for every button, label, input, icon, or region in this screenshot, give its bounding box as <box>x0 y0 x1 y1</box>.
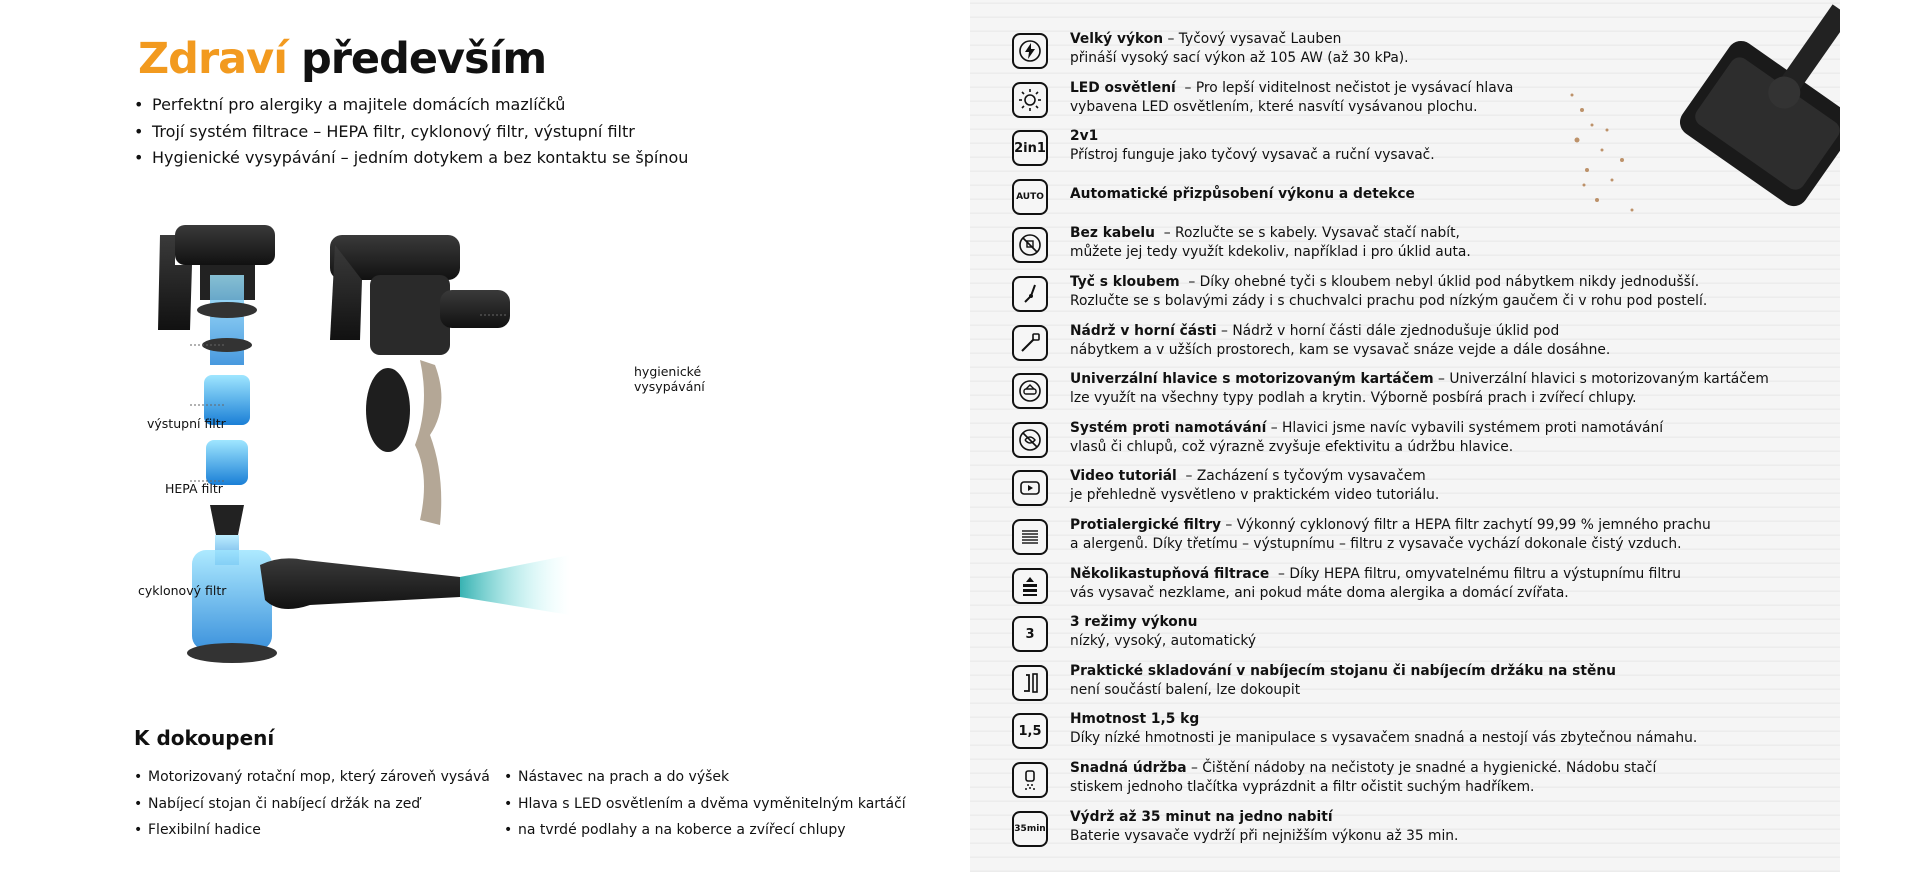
feature-item <box>1012 710 1832 756</box>
feature-text <box>1070 467 1439 505</box>
callout-output-filter: výstupní filtr <box>147 416 226 431</box>
feature-title: Nádrž v horní části <box>1070 322 1217 339</box>
feature-desc-line1: Pro lepší viditelnost nečistot je vysávací hlava <box>1195 79 1514 96</box>
feature-title: 2v1 <box>1070 128 1099 145</box>
icon-label: 35min <box>1014 823 1046 834</box>
feature-title: Automatické přizpůsobení výkonu a detekce <box>1070 185 1415 202</box>
feature-desc-line1: Univerzální hlavici s motorizovaným kartáčem <box>1449 371 1769 388</box>
accessories-list-col1 <box>134 764 490 844</box>
feature-item <box>1012 370 1832 416</box>
accessories-list-col2 <box>504 764 906 844</box>
feature-desc-line1: Rozlučte se s kabely. Vysavač stačí nabít, <box>1175 225 1460 242</box>
benefit-list <box>134 92 688 172</box>
feature-title: Několikastupňová filtrace <box>1070 565 1270 582</box>
feature-desc-line2: je přehledně vysvětleno v praktickém video tutoriálu. <box>1070 487 1440 504</box>
feature-item <box>1012 613 1832 659</box>
feature-desc-line2: není součástí balení, lze dokoupit <box>1070 681 1301 698</box>
feature-item <box>1012 127 1832 173</box>
feature-desc-line1: Zacházení s tyčovým vysavačem <box>1196 468 1426 485</box>
feature-title: Snadná údržba <box>1070 760 1187 776</box>
feature-title: LED osvětlení <box>1070 79 1176 96</box>
feature-desc-line1: Díky ohebné tyči s kloubem nebyl úklid pod nábytkem nikdy jednodušší. <box>1199 274 1700 290</box>
jointed-tube-icon <box>1012 276 1048 312</box>
title-highlight: Zdraví <box>138 34 287 84</box>
callout-hepa-filter: HEPA filtr <box>165 481 223 496</box>
feature-text <box>1070 759 1656 797</box>
motor-unit-shape <box>175 225 275 265</box>
feature-separator: – <box>1179 274 1200 290</box>
wall-mount-icon <box>1012 665 1048 701</box>
feature-title: Výdrž až 35 minut na jedno nabití <box>1070 808 1333 825</box>
feature-separator: – <box>1433 371 1450 388</box>
feature-desc-line2: stiskem jednoho tlačítka vyprázdnit a filtr očistit suchým hadříkem. <box>1070 779 1535 795</box>
feature-desc-line2: můžete jej tedy využít kdekoliv, například i pro úklid auta. <box>1070 244 1471 261</box>
feature-title: Video tutoriál <box>1070 468 1177 485</box>
weight-icon <box>1012 713 1048 749</box>
benefit-item: • Trojí systém filtrace – HEPA filtr, cyklonový filtr, výstupní filtr <box>134 119 688 146</box>
feature-text <box>1070 185 1415 204</box>
feature-desc-line2: lze využít na všechny typy podlah a krytin. Výborně posbírá prach i zvířecí chlupy. <box>1070 390 1637 407</box>
accessory-item: • Nabíjecí stojan či nabíjecí držák na zeď <box>134 791 490 818</box>
accessory-item: • Nástavec na prach a do výšek <box>504 764 906 791</box>
feature-desc-line2: vás vysavač nezklame, ani pokud máte doma alergika a domácí zvířata. <box>1070 584 1569 601</box>
callout-cyclone-filter: cyklonový filtr <box>138 583 227 598</box>
hepa-filter-shape <box>206 440 248 485</box>
feature-text <box>1070 322 1610 360</box>
feature-title: Protialergické filtry <box>1070 517 1222 533</box>
icon-label: 3 <box>1025 626 1035 642</box>
feature-title: Systém proti namotávání <box>1070 419 1267 436</box>
feature-title: 3 režimy výkonu <box>1070 614 1198 631</box>
feature-separator: – <box>1154 225 1176 242</box>
feature-title: Tyč s kloubem <box>1070 274 1180 290</box>
feature-text <box>1070 565 1681 603</box>
feature-desc-line2: Baterie vysavače vydrží při nejnižším výkonu až 35 min. <box>1070 827 1459 844</box>
feature-title: Velký výkon <box>1070 31 1164 47</box>
icon-label: 2in1 <box>1014 140 1046 156</box>
accessory-item-continuation <box>504 817 906 844</box>
multistage-filter-icon <box>1012 568 1048 604</box>
feature-title: Univerzální hlavice s motorizovaným kartáčem <box>1070 371 1434 388</box>
feature-separator: – <box>1221 517 1237 533</box>
feature-item <box>1012 759 1832 805</box>
auto-power-icon <box>1012 179 1048 215</box>
video-icon <box>1012 470 1048 506</box>
title-rest: především <box>300 34 547 84</box>
feature-text <box>1070 613 1256 651</box>
feature-title: Praktické skladování v nabíjecím stojanu či nabíjecím držáku na stěnu <box>1070 662 1616 679</box>
air-jet-shape <box>460 555 570 615</box>
feature-text <box>1070 30 1409 68</box>
feature-item <box>1012 808 1832 854</box>
icon-label: AUTO <box>1016 191 1044 202</box>
feature-desc-line1: Hlavici jsme navíc vybavili systémem proti namotávání <box>1281 419 1664 436</box>
feature-desc-line1: Díky HEPA filtru, omyvatelnému filtru a výstupnímu filtru <box>1289 565 1681 582</box>
feature-item <box>1012 176 1832 222</box>
feature-item <box>1012 565 1832 611</box>
no-cable-icon <box>1012 227 1048 263</box>
feature-item <box>1012 467 1832 513</box>
feature-item <box>1012 224 1832 270</box>
feature-desc-line1: Nádrž v horní části dále zjednodušuje úklid pod <box>1232 322 1560 339</box>
benefit-item: • Perfektní pro alergiky a majitele domácích mazlíčků <box>134 92 688 119</box>
feature-item <box>1012 419 1832 465</box>
feature-text <box>1070 273 1707 311</box>
feature-title: Hmotnost 1,5 kg <box>1070 711 1200 728</box>
feature-desc-line2: Díky nízké hmotnosti je manipulace s vysavačem snadná a nestojí vás zbytečnou námahu. <box>1070 730 1698 747</box>
three-modes-icon <box>1012 616 1048 652</box>
feature-separator: – <box>1175 79 1196 96</box>
feature-desc-line2: vybavena LED osvětlením, které nasvítí vysávanou plochu. <box>1070 98 1478 115</box>
feature-text <box>1070 516 1711 554</box>
benefit-item: • Hygienické vysypávání – jedním dotykem a bez kontaktu se špínou <box>134 145 688 172</box>
feature-text <box>1070 662 1616 700</box>
callout-hygienic-line2: vysypávání <box>634 379 705 394</box>
top-tank-icon <box>1012 325 1048 361</box>
feature-separator: – <box>1176 468 1197 485</box>
feature-separator: – <box>1216 322 1233 339</box>
filter-icon <box>1012 519 1048 555</box>
feature-desc-line2: Přístroj funguje jako tyčový vysavač a ruční vysavač. <box>1070 147 1435 164</box>
feature-desc-line2: Rozlučte se s bolavými zády i s chuchvalci prachu pod nízkým gaučem či v rohu pod postelí. <box>1070 293 1708 309</box>
feature-text <box>1070 79 1513 117</box>
feature-text <box>1070 127 1435 165</box>
easy-maintenance-icon <box>1012 762 1048 798</box>
accessory-item: • Flexibilní hadice <box>134 817 490 844</box>
feature-text <box>1070 710 1697 748</box>
feature-separator: – <box>1266 419 1282 436</box>
feature-item <box>1012 662 1832 708</box>
feature-desc-line1: Výkonný cyklonový filtr a HEPA filtr zachytí 99,99 % jemného prachu <box>1236 517 1711 533</box>
feature-title: Bez kabelu <box>1070 225 1155 242</box>
feature-item <box>1012 30 1832 76</box>
icon-label: 1,5 <box>1018 723 1042 739</box>
feature-desc-line1: Čištění nádoby na nečistoty je snadné a hygienické. Nádobu stačí <box>1202 760 1657 776</box>
feature-desc-line2: nábytkem a v užších prostorech, kam se vysavač snáze vejde a dále dosáhne. <box>1070 341 1611 358</box>
crevice-nozzle-shape <box>260 558 460 609</box>
accessory-item-continuation-text: na tvrdé podlahy a na koberce a zvířecí chlupy <box>518 822 846 838</box>
feature-desc-line2: přináší vysoký sací výkon až 105 AW (až 30 kPa). <box>1070 50 1409 66</box>
feature-item <box>1012 322 1832 368</box>
led-light-icon <box>1012 82 1048 118</box>
feature-item <box>1012 273 1832 319</box>
feature-text <box>1070 370 1769 408</box>
feature-separator: – <box>1163 31 1179 47</box>
bolt-icon <box>1012 33 1048 69</box>
feature-text <box>1070 419 1663 457</box>
feature-desc-line2: a alergenů. Díky třetímu – výstupnímu – filtru z vysavače vychází dokonale čistý vzduch. <box>1070 536 1682 552</box>
callout-hygienic <box>634 364 705 394</box>
page-title <box>138 34 546 84</box>
feature-desc-line2: vlasů či chlupů, což výrazně zvyšuje efektivitu a údržbu hlavice. <box>1070 438 1514 455</box>
dust-shape <box>415 360 441 525</box>
feature-desc-line1: Tyčový vysavač Lauben <box>1178 31 1342 47</box>
feature-text <box>1070 808 1458 846</box>
battery-35min-icon <box>1012 811 1048 847</box>
feature-item <box>1012 516 1832 562</box>
feature-separator: – <box>1269 565 1290 582</box>
feature-text <box>1070 224 1471 262</box>
two-in-one-icon <box>1012 130 1048 166</box>
accessory-item: • Hlava s LED osvětlením a dvěma vyměnitelným kartáčí <box>504 791 906 818</box>
callout-hygienic-line1: hygienické <box>634 364 702 379</box>
accessory-item: • Motorizovaný rotační mop, který zároveň vysává <box>134 764 490 791</box>
accessories-title: K dokoupení <box>134 726 275 750</box>
feature-desc-line2: nízký, vysoký, automatický <box>1070 633 1257 650</box>
feature-item <box>1012 79 1832 125</box>
dust-lid-shape <box>366 368 410 452</box>
anti-tangle-icon <box>1012 422 1048 458</box>
motor-brush-icon <box>1012 373 1048 409</box>
vacuum-illustration <box>130 205 730 685</box>
feature-separator: – <box>1186 760 1203 776</box>
